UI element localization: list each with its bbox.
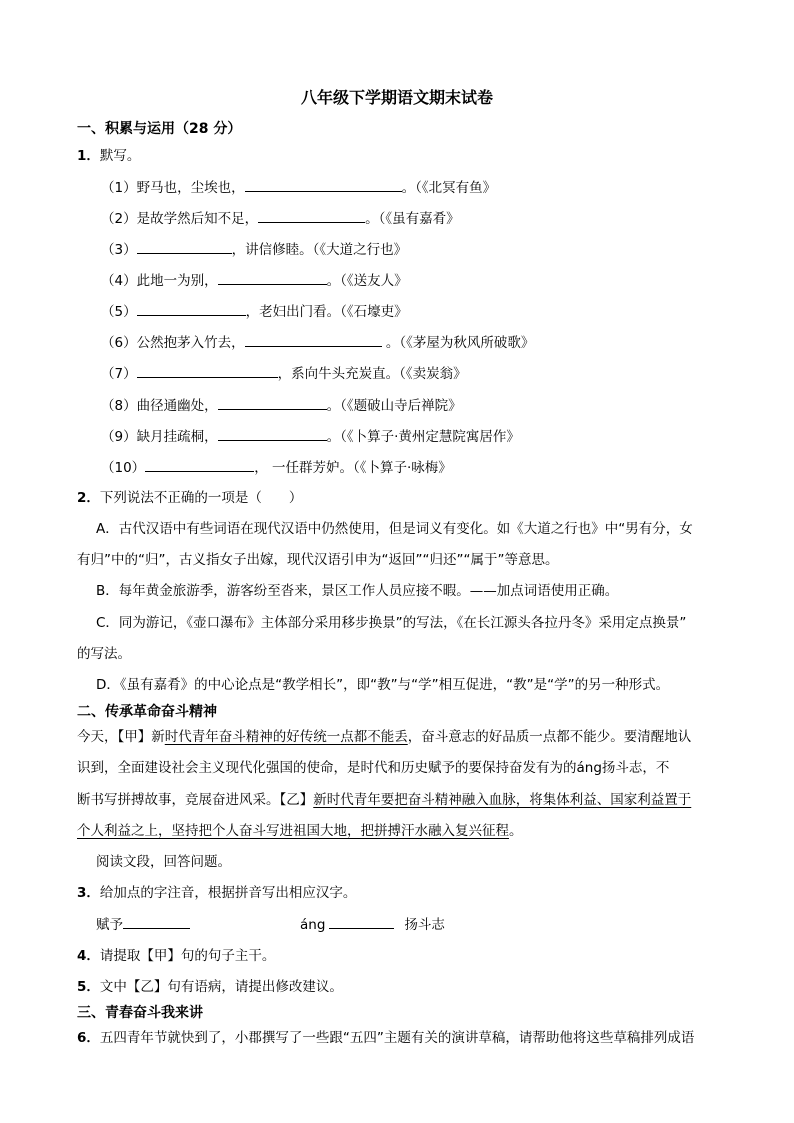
passage-line-2: 识到，全面建设社会主义现代化强国的使命，是时代和历史赋予的要保持奋发有为的áng扬斗志，不 — [77, 760, 670, 776]
passage-text: 今天，【甲】新 — [77, 729, 165, 745]
item-source: 。（《卜算子·黄州定慧院寓居作》 — [326, 429, 520, 445]
underlined-sentence-yi-cont: 个人利益之上，坚持把个人奋斗写进祖国大地，把拼搏汗水融入复兴征程 — [77, 823, 509, 839]
dictation-item-4 — [101, 270, 408, 291]
question-number: 1． — [77, 148, 100, 164]
pinyin-row — [96, 914, 190, 935]
option-a-line2: 有归”中的“归”，古义指女子出嫁，现代汉语引申为“返回”“归还”“属于”等意思。 — [77, 552, 559, 568]
answer-blank[interactable] — [218, 270, 327, 285]
item-source: ，系向牛头充炭直。（《卖炭翁》 — [277, 366, 467, 382]
dictation-item-9 — [101, 426, 520, 447]
question-stem: 默写。 — [99, 148, 141, 164]
term-ang: áng — [300, 917, 326, 933]
question-number: 3． — [77, 885, 100, 901]
reading-instruction: 阅读文段，回答问题。 — [96, 854, 231, 870]
dictation-item-3 — [101, 239, 407, 260]
underlined-sentence-yi: 新时代青年要把奋斗精神融入血脉，将集体利益、国家利益置于 — [313, 792, 692, 808]
question-stem: 下列说法不正确的一项是（ ） — [99, 490, 303, 506]
option-b[interactable]: B．每年黄金旅游季，游客纷至沓来，景区工作人员应接不暇。——加点词语使用正确。 — [96, 583, 619, 599]
passage-text: 断书写拼搏故事，竞展奋进风采。【乙】 — [77, 792, 314, 808]
answer-blank[interactable] — [145, 457, 254, 472]
dictation-item-7 — [101, 363, 467, 384]
dictation-item-6 — [101, 332, 534, 353]
section-heading-3: 三、青春奋斗我来讲 — [77, 1005, 203, 1021]
item-prefix: （9）缺月挂疏桐， — [101, 429, 218, 445]
item-source: 。（《茅屋为秋风所破歌》 — [381, 335, 535, 351]
question-5 — [77, 977, 343, 997]
item-source: 。（《题破山寺后禅院》 — [326, 398, 462, 414]
dictation-item-8 — [101, 395, 462, 416]
passage-line-4 — [77, 821, 523, 841]
item-prefix: （7） — [101, 366, 137, 382]
item-prefix: （2）是故学然后知不足， — [101, 211, 259, 227]
term-yangdouzhi: 扬斗志 — [404, 917, 445, 933]
item-prefix: （10） — [101, 460, 146, 476]
question-6 — [77, 1028, 694, 1048]
question-3 — [77, 883, 356, 903]
dictation-item-10 — [101, 457, 452, 478]
section-heading-2: 二、传承革命奋斗精神 — [77, 704, 217, 720]
dictation-item-5 — [101, 301, 408, 322]
question-number: 6． — [77, 1030, 100, 1046]
item-source: ，讲信修睦。（《大道之行也》 — [231, 242, 408, 258]
item-prefix: （4）此地一为别， — [101, 273, 218, 289]
question-stem: 文中【乙】句有语病，请提出修改建议。 — [99, 979, 343, 995]
item-prefix: （6）公然抱茅入竹去， — [101, 335, 245, 351]
passage-line-3 — [77, 790, 691, 810]
answer-blank[interactable] — [218, 426, 327, 441]
question-stem: 请提取【甲】句的句子主干。 — [99, 948, 276, 964]
option-c-line2: 的写法。 — [77, 646, 131, 662]
dictation-item-1 — [101, 177, 496, 198]
item-source: ，老妇出门看。（《石壕吏》 — [245, 304, 408, 320]
answer-blank[interactable] — [123, 914, 190, 929]
item-prefix: （1）野马也，尘埃也， — [101, 180, 245, 196]
section-heading-1: 一、积累与运用（28 分） — [77, 121, 242, 137]
question-number: 2． — [77, 490, 100, 506]
question-2 — [77, 488, 302, 508]
option-a-line1[interactable]: A．古代汉语中有些词语在现代汉语中仍然使用，但是词义有变化。如《大道之行也》中“男有分，女 — [96, 521, 693, 537]
question-number: 5． — [77, 979, 100, 995]
answer-blank[interactable] — [245, 332, 382, 347]
question-1 — [77, 146, 140, 166]
option-d[interactable]: D．《虽有嘉肴》的中心论点是“教学相长”，即“教”与“学”相互促进，“教”是“学”的另一种形式。 — [96, 677, 670, 693]
question-4 — [77, 946, 275, 966]
passage-text: 。 — [509, 823, 523, 839]
answer-blank[interactable] — [245, 177, 402, 192]
item-prefix: （3） — [101, 242, 137, 258]
item-source: 。（《北冥有鱼》 — [401, 180, 497, 196]
question-number: 4． — [77, 948, 100, 964]
answer-blank[interactable] — [137, 363, 278, 378]
item-source: 。（《送友人》 — [326, 273, 408, 289]
page-title: 八年级下学期语文期末试卷 — [300, 88, 493, 107]
answer-blank[interactable] — [258, 208, 365, 223]
answer-blank[interactable] — [329, 914, 394, 929]
term-fuyu: 赋予 — [96, 917, 123, 933]
answer-blank[interactable] — [137, 301, 246, 316]
dictation-item-2 — [101, 208, 460, 229]
item-source: ， 一任群芳妒。（《卜算子·咏梅》 — [254, 460, 452, 476]
item-prefix: （5） — [101, 304, 137, 320]
item-prefix: （8）曲径通幽处， — [101, 398, 218, 414]
option-c-line1[interactable]: C．同为游记，《壶口瀑布》主体部分采用移步换景”的写法，《在长江源头各拉丹冬》采用定点换景” — [96, 615, 687, 631]
pinyin-row-2 — [300, 914, 445, 935]
underlined-sentence-jia: 时代青年奋斗精神的好传统一点都不能丢 — [164, 729, 408, 745]
passage-text: ，奋斗意志的好品质一点都不能少。要清醒地认 — [407, 729, 692, 745]
passage-line-1 — [77, 727, 691, 747]
question-stem: 五四青年节就快到了，小郡撰写了一些跟“五四”主题有关的演讲草稿，请帮助他将这些草稿排列成语 — [99, 1030, 695, 1046]
answer-blank[interactable] — [218, 395, 327, 410]
answer-blank[interactable] — [137, 239, 232, 254]
item-source: 。（《虽有嘉肴》 — [365, 211, 460, 227]
question-stem: 给加点的字注音，根据拼音写出相应汉字。 — [99, 885, 357, 901]
